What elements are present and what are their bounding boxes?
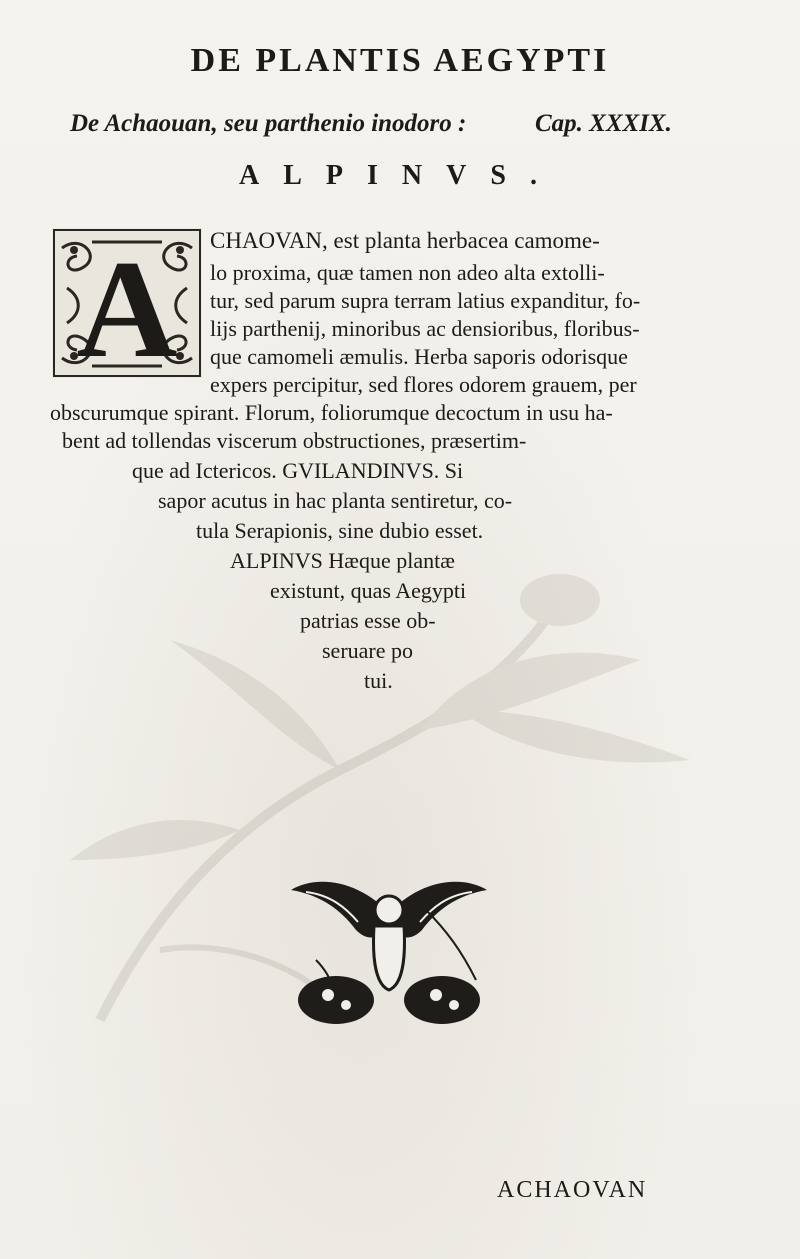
- body-line-2: lo proxima, quæ tamen non adeo alta extolli-: [210, 260, 605, 285]
- drop-cap-letter: A: [76, 232, 178, 378]
- body-line-10: sapor acutus in hac planta sentiretur, co-: [158, 488, 513, 513]
- body-line-15: seruare po: [322, 638, 414, 663]
- body-line-9: que ad Ictericos. GVILANDINVS. Si: [132, 458, 464, 483]
- body-line-8: bent ad tollendas viscerum obstructiones, præsertim-: [62, 428, 527, 453]
- body-line-4: lijs parthenij, minoribus ac densioribus, floribus-: [210, 316, 640, 341]
- body-line-7: obscurumque spirant. Florum, foliorumque decoctum in usu ha-: [50, 400, 613, 425]
- cherub-tailpiece-ornament: [286, 870, 492, 1030]
- catchword: ACHAOVAN: [497, 1177, 648, 1203]
- body-line-1: CHAOVAN, est planta herbacea camome-: [210, 228, 600, 253]
- author-heading: ALPINVS.: [239, 160, 561, 191]
- chapter-title: De Achaouan, seu parthenio inodoro :: [70, 110, 467, 137]
- body-line-14: patrias esse ob-: [300, 608, 436, 633]
- drop-cap-initial: [52, 228, 202, 378]
- body-line-13: existunt, quas Aegypti: [270, 578, 467, 603]
- body-line-16: tui.: [364, 668, 393, 693]
- chapter-heading: [70, 110, 760, 138]
- running-head: DE PLANTIS AEGYPTI: [190, 42, 610, 79]
- body-line-12: ALPINVS Hæque plantæ: [230, 548, 455, 573]
- chapter-number: Cap. XXXIX.: [535, 110, 672, 137]
- body-line-6: expers percipitur, sed flores odorem grauem, per: [210, 372, 637, 397]
- body-line-11: tula Serapionis, sine dubio esset.: [196, 518, 484, 543]
- body-line-5: que camomeli æmulis. Herba saporis odorisque: [210, 344, 628, 369]
- body-line-3: tur, sed parum supra terram latius expanditur, fo-: [210, 288, 641, 313]
